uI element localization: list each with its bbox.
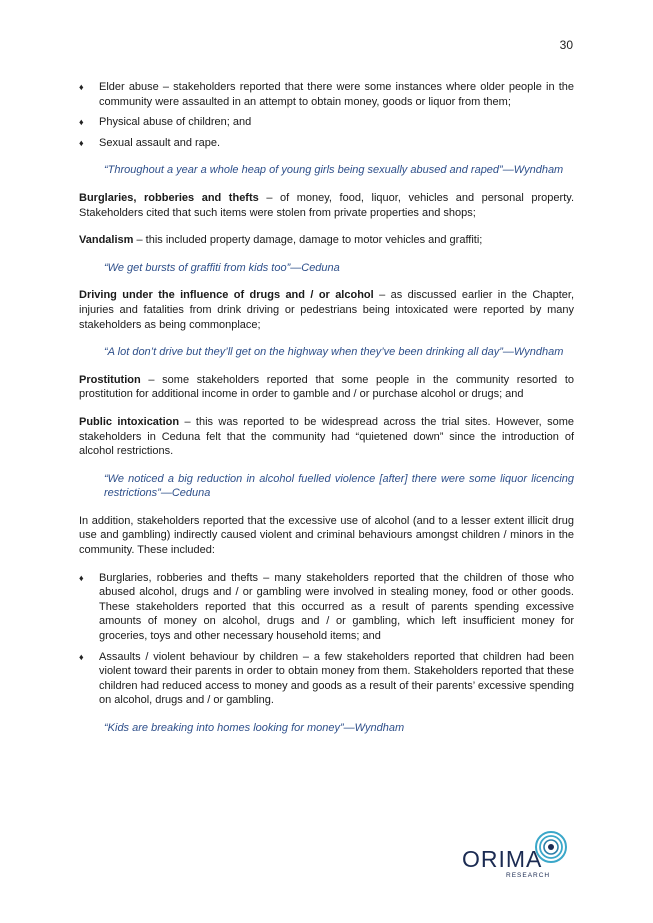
bullet-text: Sexual assault and rape. <box>99 136 221 149</box>
bullet-text: Burglaries, robberies and thefts – many stakeholders reported that the children of those who abused alcohol, drugs and / or gambling were involved in stealing money, food or other goods. These stakeholders reported that this occurred as a result of parents spending excessive amounts of money on alcohol, drugs and / or gambling, which left insufficient money for groceries, toys and other necessary household items; and <box>99 571 574 643</box>
paragraph-prostitution <box>79 373 574 402</box>
diamond-bullet-icon: ♦ <box>79 651 84 662</box>
diamond-bullet-icon: ♦ <box>79 572 84 583</box>
term-text: – of money, food, liquor, vehicles and personal property. Stakeholders cited that such items were stolen from private properties and shops; <box>79 191 574 219</box>
bullet-text: Elder abuse – stakeholders reported that there were some instances where older people in the community were assaulted in an attempt to obtain money, goods or liquor from them; <box>99 81 574 108</box>
term-label: Public intoxication <box>79 415 180 428</box>
logo-subtitle: RESEARCH <box>506 872 551 879</box>
term-text: – this included property damage, damage to motor vehicles and graffiti; <box>133 234 483 247</box>
term-text: – as discussed earlier in the Chapter, injuries and fatalities from drink driving or pedestrians being intoxicated were reported by many stakeholders as being commonplace; <box>79 289 575 331</box>
term-label: Prostitution <box>79 373 141 386</box>
quote: “Throughout a year a whole heap of young girls being sexually abused and raped”—Wyndham <box>104 164 564 177</box>
list-item <box>79 80 574 109</box>
page-number: 30 <box>559 38 573 52</box>
term-label: Vandalism <box>79 234 134 247</box>
list-item <box>79 115 574 130</box>
page-content <box>79 80 574 736</box>
orima-research-logo <box>462 830 572 885</box>
quote: “We get bursts of graffiti from kids too”—Ceduna <box>104 261 340 274</box>
paragraph-burglaries <box>79 191 574 220</box>
paragraph-driving <box>79 288 574 332</box>
quote: “A lot don’t drive but they’ll get on the highway when they’ve been drinking all day”—Wyndham <box>104 346 564 359</box>
quote: “Kids are breaking into homes looking for money”—Wyndham <box>104 722 405 734</box>
list-item <box>79 571 574 644</box>
diamond-bullet-icon: ♦ <box>79 137 84 148</box>
list-item <box>79 650 574 708</box>
term-label: Driving under the influence of drugs and / or alcohol <box>79 289 374 302</box>
bullet-text: Assaults / violent behaviour by children – a few stakeholders reported that children had been violent toward their parents in order to obtain money from them. Stakeholders reported that these children had reduced access to money and goods as a result of their parents’ excessive spending on alcohol, drugs and / or gambling. <box>99 650 574 707</box>
bullet-text: Physical abuse of children; and <box>99 116 252 129</box>
term-text: – some stakeholders reported that some people in the community resorted to prostitution for additional income in order to gamble and / or purchase alcohol or drugs; and <box>79 373 574 401</box>
term-text: – this was reported to be widespread across the trial sites. However, some stakeholders in Ceduna felt that the community had “quietened down” since the introduction of alcohol restrictions. <box>79 415 574 458</box>
logo-wordmark: ORIMA <box>462 846 543 872</box>
list-item <box>79 136 574 151</box>
paragraph-addition: In addition, stakeholders reported that the excessive use of alcohol (and to a lesser extent illicit drug use and gambling) indirectly caused violent and criminal behaviours amongst children / minors in the community. These included: <box>79 514 574 557</box>
paragraph-vandalism <box>79 233 574 248</box>
quote: “We noticed a big reduction in alcohol fuelled violence [after] there were some liquor licencing restrictions”—Ceduna <box>104 472 574 500</box>
diamond-bullet-icon: ♦ <box>79 82 84 92</box>
paragraph-intoxication <box>79 415 574 459</box>
term-label: Burglaries, robberies and thefts <box>79 191 259 204</box>
diamond-bullet-icon: ♦ <box>79 117 84 128</box>
concentric-circles-icon <box>534 830 568 864</box>
